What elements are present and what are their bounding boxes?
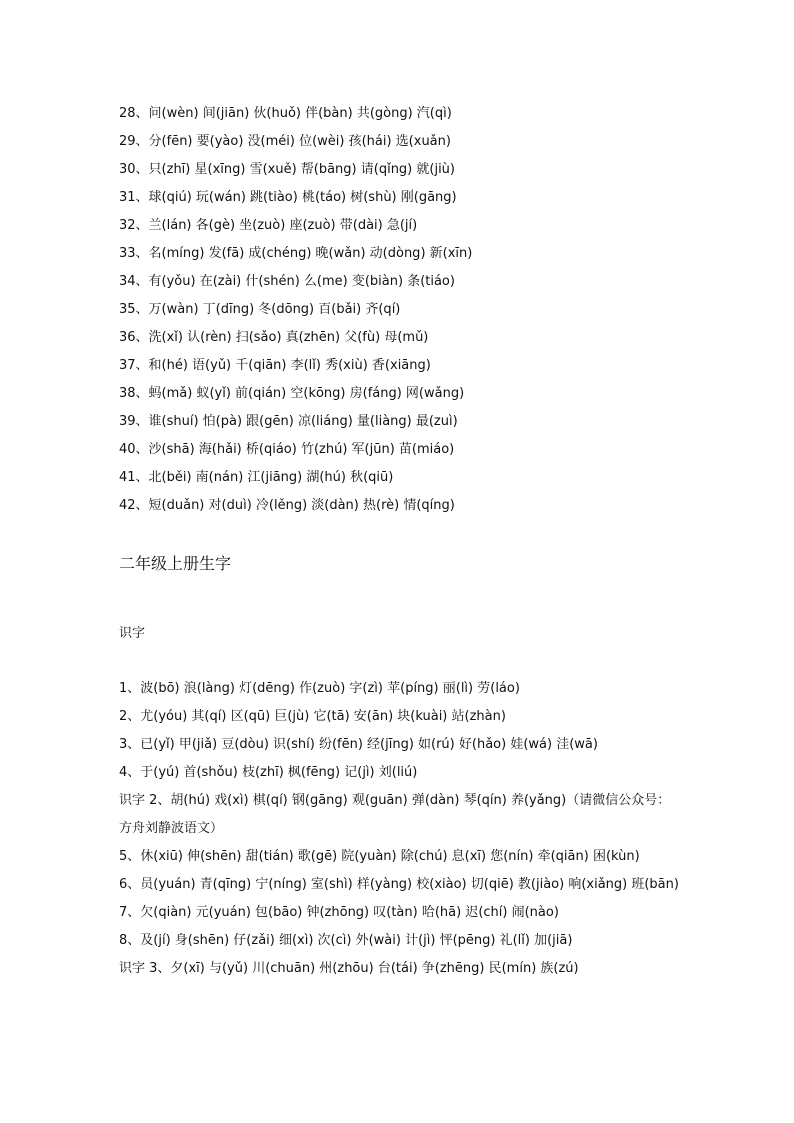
list-item: 识字 2、胡(hú) 戏(xì) 棋(qí) 钢(gāng) 观(guān) 弹(dàn) 琴(qín) 养(yǎng)（请微信公众号：方舟刘静波语文） (119, 793, 671, 836)
list-item: 39、谁(shuí) 怕(pà) 跟(gēn) 凉(liáng) 量(liàng) 最(zuì) (119, 414, 458, 429)
list-item: 42、短(duǎn) 对(duì) 冷(lěng) 淡(dàn) 热(rè) 情(qíng) (119, 498, 455, 513)
list-item: 35、万(wàn) 丁(dīng) 冬(dōng) 百(bǎi) 齐(qí) (119, 302, 401, 317)
list-item: 8、及(jí) 身(shēn) 仔(zǎi) 细(xì) 次(cì) 外(wài) 计(jì) 怦(pēng) 礼(lǐ) 加(jiā) (119, 933, 573, 948)
character-list-part1 (119, 100, 679, 520)
list-item: 34、有(yǒu) 在(zài) 什(shén) 么(me) 变(biàn) 条(tiáo) (119, 274, 455, 289)
list-item: 33、名(míng) 发(fā) 成(chéng) 晚(wǎn) 动(dòng) 新(xīn) (119, 246, 473, 261)
list-item: 5、休(xiū) 伸(shēn) 甜(tián) 歌(gē) 院(yuàn) 除(chú) 息(xī) 您(nín) 牵(qiān) 困(kùn) (119, 849, 640, 864)
list-item: 31、球(qiú) 玩(wán) 跳(tiào) 桃(táo) 树(shù) 刚(gāng) (119, 190, 457, 205)
list-item: 29、分(fēn) 要(yào) 没(méi) 位(wèi) 孩(hái) 选(xuǎn) (119, 134, 451, 149)
list-item: 6、员(yuán) 青(qīng) 宁(níng) 室(shì) 样(yàng) 校(xiào) 切(qiē) 教(jiào) 响(xiǎng) 班(bān) (119, 877, 679, 892)
list-item: 38、蚂(mǎ) 蚁(yǐ) 前(qián) 空(kōng) 房(fáng) 网(wǎng) (119, 386, 465, 401)
section-subheading: 识字 (119, 626, 146, 641)
section-heading: 二年级上册生字 (119, 554, 232, 573)
list-item: 识字 3、夕(xī) 与(yǔ) 川(chuān) 州(zhōu) 台(tái) 争(zhēng) 民(mín) 族(zú) (119, 961, 579, 976)
list-item: 1、波(bō) 浪(làng) 灯(dēng) 作(zuò) 字(zì) 苹(píng) 丽(lì) 劳(láo) (119, 681, 520, 696)
list-item: 36、洗(xǐ) 认(rèn) 扫(sǎo) 真(zhēn) 父(fù) 母(mǔ) (119, 330, 429, 345)
list-item: 2、尤(yóu) 其(qí) 区(qū) 巨(jù) 它(tā) 安(ān) 块(kuài) 站(zhàn) (119, 709, 506, 724)
list-item: 41、北(běi) 南(nán) 江(jiāng) 湖(hú) 秋(qiū) (119, 470, 394, 485)
list-item: 32、兰(lán) 各(gè) 坐(zuò) 座(zuò) 带(dài) 急(jí) (119, 218, 418, 233)
list-item: 28、问(wèn) 间(jiān) 伙(huǒ) 伴(bàn) 共(gòng) 汽(qì) (119, 106, 452, 121)
list-item: 37、和(hé) 语(yǔ) 千(qiān) 李(lǐ) 秀(xiù) 香(xiāng) (119, 358, 431, 373)
list-item: 3、已(yǐ) 甲(jiǎ) 豆(dòu) 识(shí) 纷(fēn) 经(jīng) 如(rú) 好(hǎo) 娃(wá) 洼(wā) (119, 737, 598, 752)
list-item: 40、沙(shā) 海(hǎi) 桥(qiáo) 竹(zhú) 军(jūn) 苗(miáo) (119, 442, 455, 457)
list-item: 4、于(yú) 首(shǒu) 枝(zhī) 枫(fēng) 记(jì) 刘(liú) (119, 765, 418, 780)
character-list-part2 (119, 675, 679, 983)
list-item: 7、欠(qiàn) 元(yuán) 包(bāo) 钟(zhōng) 叹(tàn) 哈(hā) 迟(chí) 闹(nào) (119, 905, 559, 920)
list-item: 30、只(zhī) 星(xīng) 雪(xuě) 帮(bāng) 请(qǐng) 就(jiù) (119, 162, 455, 177)
